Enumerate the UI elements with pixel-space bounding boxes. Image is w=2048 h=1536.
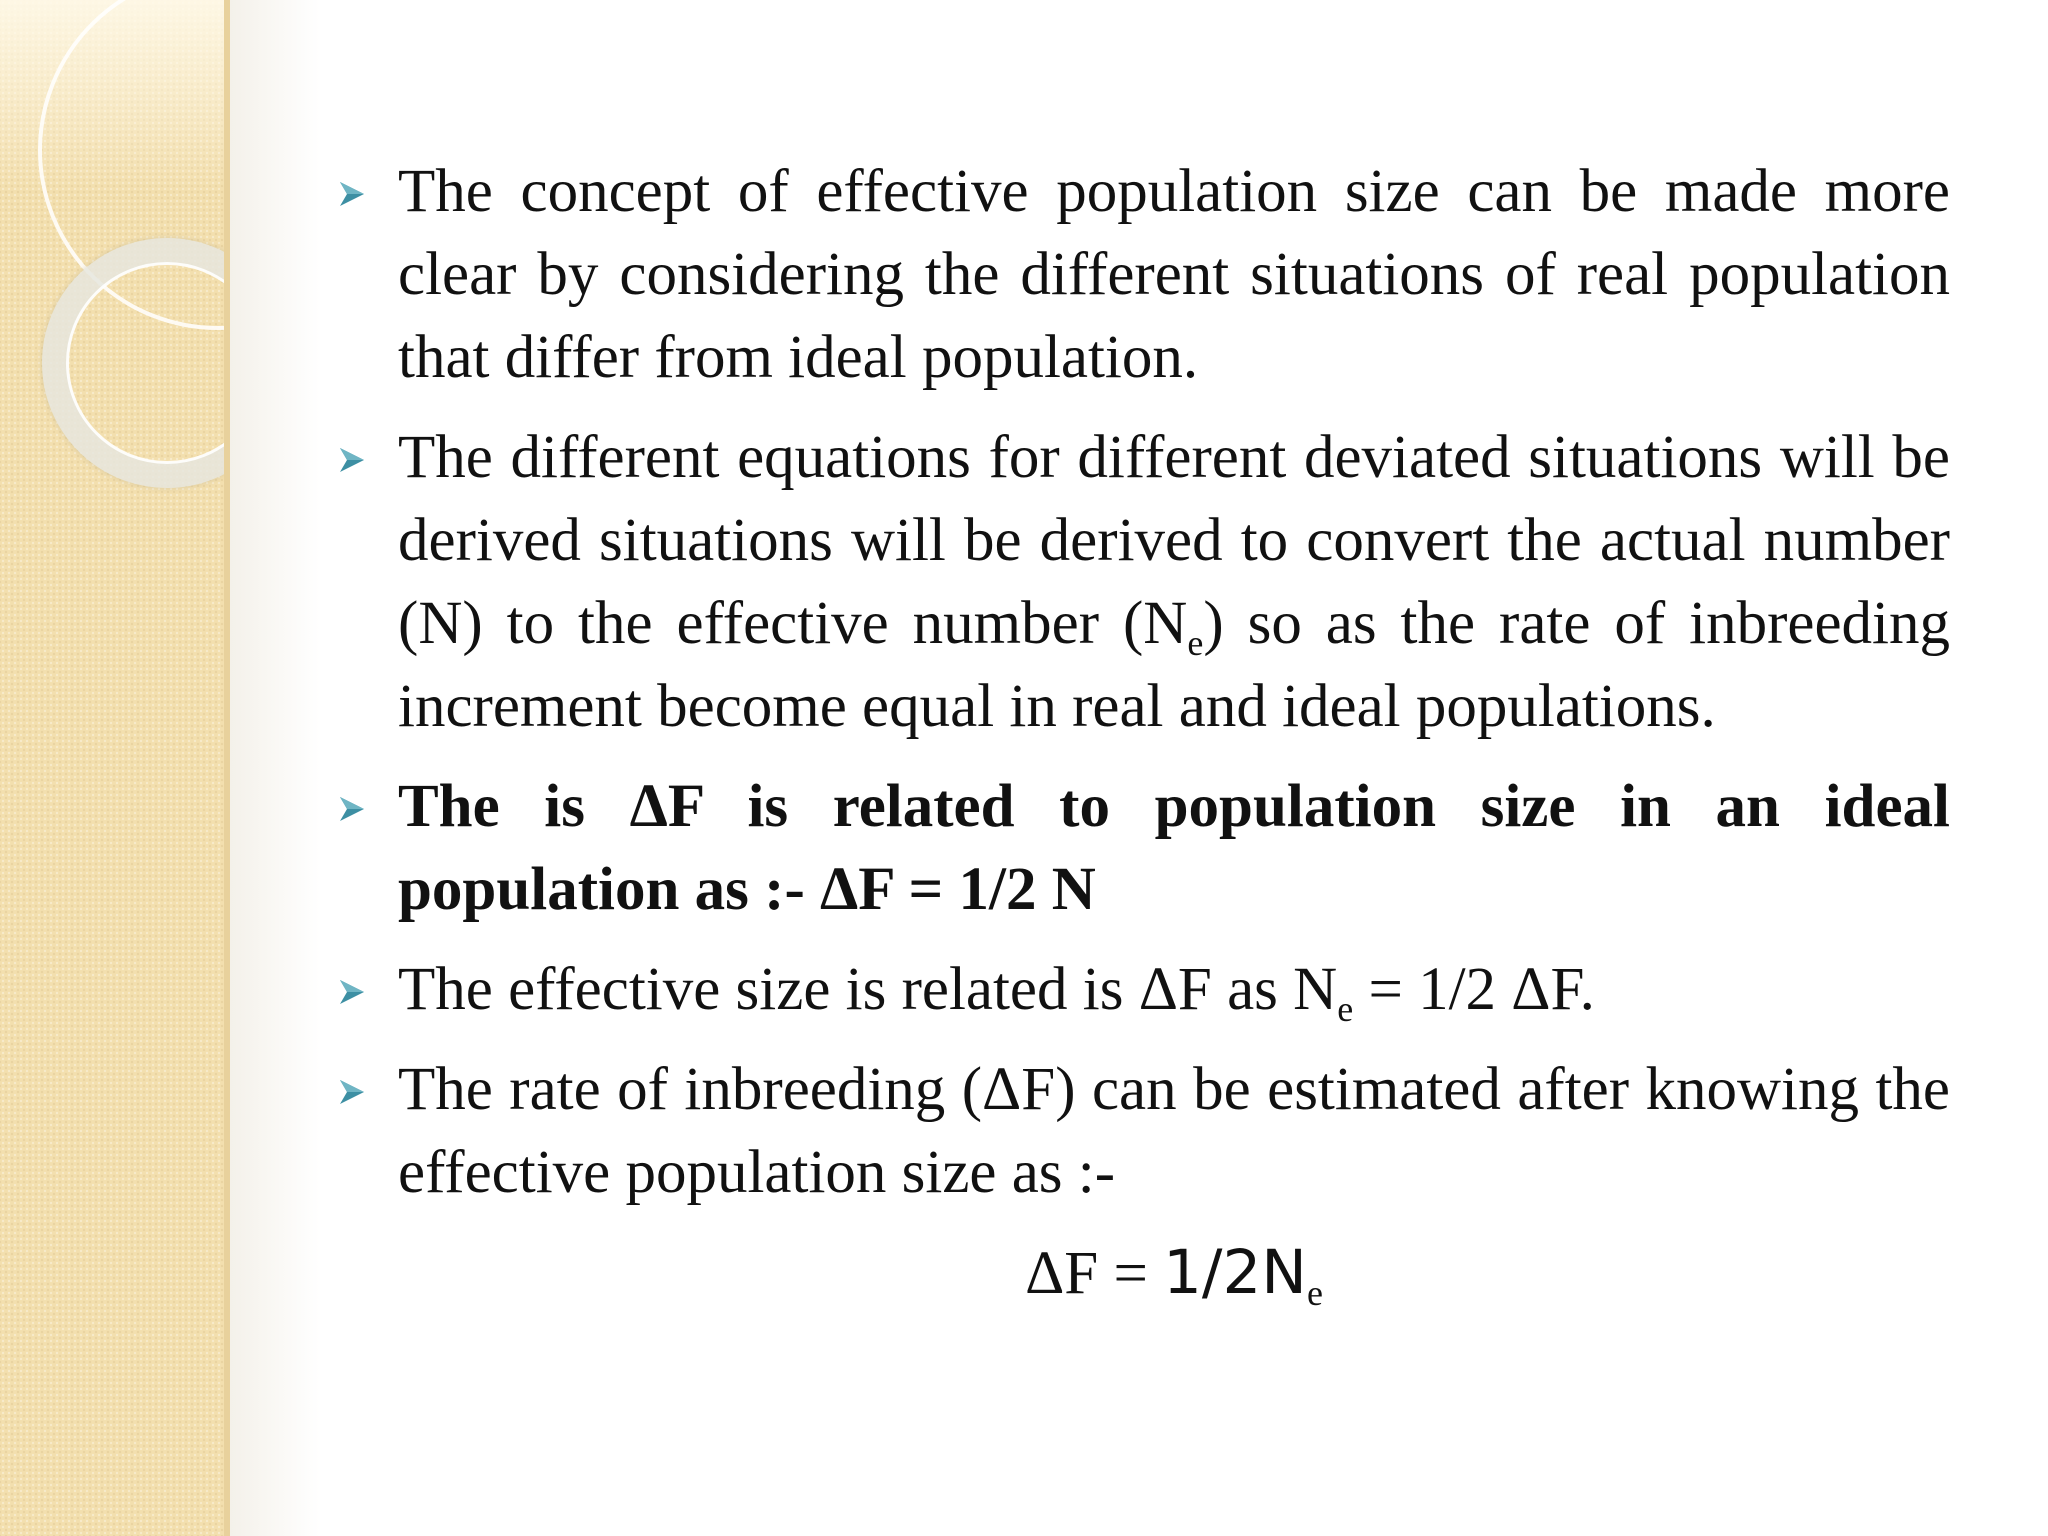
bullet-text-continued: ) so as the rate of inbreeding increment become equal in real and ideal populations.	[398, 590, 1950, 740]
bullet-text: The is ΔF is related to population size in an ideal population as :- ΔF = 1/2 N	[398, 773, 1950, 923]
bullet-text-continued: = 1/2 ΔF.	[1353, 956, 1595, 1023]
bullet-item-equations	[330, 416, 1950, 748]
decorative-side-panel	[0, 0, 230, 1536]
bullet-text: The different equations for different deviated situations will be derived situations will be derived to convert the actual number (N) to the effective number (N	[398, 424, 1950, 657]
formula-right: 1/2N	[1163, 1237, 1307, 1308]
arrowhead-bullet-icon	[338, 1078, 366, 1106]
panel-shadow	[230, 0, 320, 1536]
arrowhead-bullet-icon	[338, 978, 366, 1006]
formula	[330, 1231, 1950, 1315]
bullet-item-concept	[330, 150, 1950, 399]
subscript: e	[1187, 623, 1204, 663]
arrowhead-bullet-icon	[338, 795, 366, 823]
bullet-text: The concept of effective population size can be made more clear by considering the different situations of real population that differ from ideal population.	[398, 158, 1950, 391]
bullet-item-rate-of-inbreeding	[330, 1048, 1950, 1214]
bullet-item-effective-size	[330, 948, 1950, 1031]
formula-left: ΔF =	[1025, 1240, 1164, 1307]
bullet-text: The effective size is related is ΔF as N	[398, 956, 1338, 1023]
bullet-text: The rate of inbreeding (ΔF) can be estimated after knowing the effective population size as :-	[398, 1056, 1950, 1206]
formula-subscript: e	[1306, 1273, 1323, 1313]
arrowhead-bullet-icon	[338, 180, 366, 208]
subscript: e	[1337, 989, 1354, 1029]
arrowhead-bullet-icon	[338, 446, 366, 474]
slide-content	[330, 150, 1950, 1315]
bullet-item-delta-f-ideal	[330, 765, 1950, 931]
